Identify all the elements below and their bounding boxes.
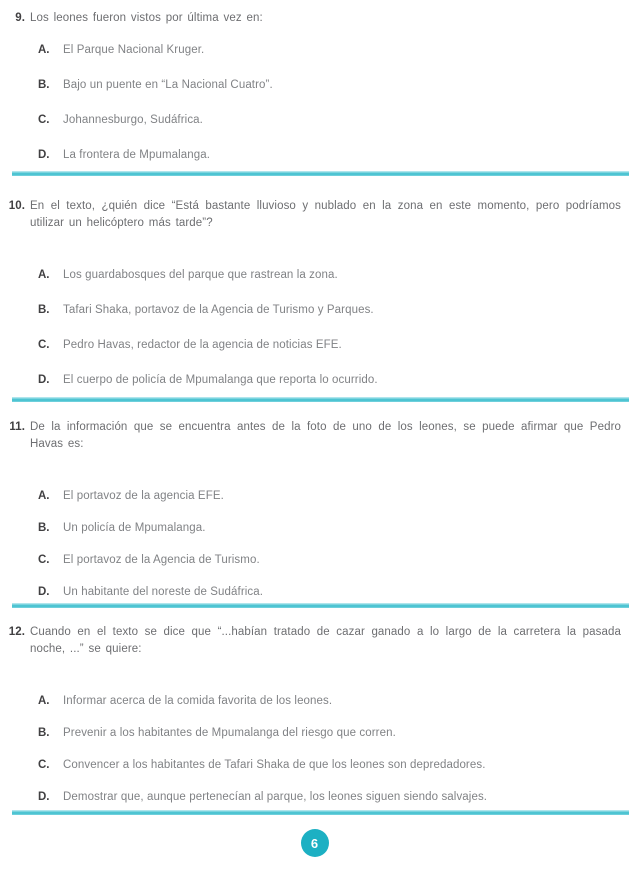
option-letter: D. [38, 374, 50, 386]
section-divider [12, 397, 629, 402]
option-row [38, 552, 629, 569]
option-row [38, 584, 629, 601]
option-text: Convencer a los habitantes de Tafari Shaka de que los leones son depredadores. [63, 759, 486, 771]
section-divider [12, 603, 629, 608]
option-text: Demostrar que, aunque pertenecían al parque, los leones siguen siendo salvajes. [63, 791, 488, 803]
option-letter: D. [38, 791, 50, 803]
option-row [38, 302, 629, 319]
question-row [0, 10, 629, 27]
option-row [38, 520, 629, 537]
option-row [38, 789, 629, 806]
option-letter: C. [38, 554, 50, 566]
option-text: El portavoz de la Agencia de Turismo. [63, 554, 260, 566]
question-block [0, 10, 629, 176]
question-number: 9. [15, 12, 25, 24]
question-number: 11. [9, 421, 25, 433]
option-row [38, 42, 629, 59]
option-row [38, 112, 629, 129]
option-text: Pedro Havas, redactor de la agencia de noticias EFE. [63, 339, 342, 351]
options-list [0, 267, 629, 389]
option-text: Tafari Shaka, portavoz de la Agencia de Turismo y Parques. [63, 304, 374, 316]
page-footer [0, 815, 629, 857]
option-text: Johannesburgo, Sudáfrica. [63, 114, 203, 126]
option-letter: A. [38, 490, 50, 502]
option-letter: B. [38, 522, 50, 534]
option-row [38, 757, 629, 774]
question-text: Cuando en el texto se dice que “...habían tratado de cazar ganado a lo largo de la carretera la pasada noche, ...” se quiere: [30, 626, 621, 655]
option-row [38, 725, 629, 742]
question-row [0, 624, 629, 658]
options-list [0, 42, 629, 164]
page-number-badge: 6 [301, 829, 329, 857]
option-letter: C. [38, 114, 50, 126]
option-text: El cuerpo de policía de Mpumalanga que reporta lo ocurrido. [63, 374, 378, 386]
option-text: Un policía de Mpumalanga. [63, 522, 206, 534]
option-letter: C. [38, 759, 50, 771]
option-row [38, 372, 629, 389]
option-text: Bajo un puente en “La Nacional Cuatro”. [63, 79, 273, 91]
question-row [0, 198, 629, 232]
section-divider [12, 171, 629, 176]
option-letter: C. [38, 339, 50, 351]
option-text: El Parque Nacional Kruger. [63, 44, 205, 56]
option-row [38, 488, 629, 505]
option-letter: A. [38, 695, 50, 707]
options-list [0, 488, 629, 601]
question-row [0, 419, 629, 453]
question-number: 12. [8, 626, 25, 638]
question-text: Los leones fueron vistos por última vez en: [30, 12, 263, 24]
question-block [0, 198, 629, 402]
question-block [0, 419, 629, 608]
option-text: Los guardabosques del parque que rastrean la zona. [63, 269, 338, 281]
option-letter: A. [38, 269, 50, 281]
quiz-page [0, 10, 629, 880]
option-row [38, 267, 629, 284]
option-letter: B. [38, 304, 50, 316]
question-text: De la información que se encuentra antes de la foto de uno de los leones, se puede afirmar que Pedro Havas es: [30, 421, 621, 450]
option-text: Prevenir a los habitantes de Mpumalanga del riesgo que corren. [63, 727, 396, 739]
option-row [38, 693, 629, 710]
question-block [0, 624, 629, 815]
option-letter: A. [38, 44, 50, 56]
option-letter: B. [38, 727, 50, 739]
option-letter: B. [38, 79, 50, 91]
option-text: Un habitante del noreste de Sudáfrica. [63, 586, 264, 598]
options-list [0, 693, 629, 806]
question-number: 10. [8, 200, 25, 212]
option-letter: D. [38, 149, 50, 161]
option-row [38, 337, 629, 354]
questions-list [0, 10, 629, 815]
option-text: El portavoz de la agencia EFE. [63, 490, 224, 502]
option-row [38, 77, 629, 94]
option-letter: D. [38, 586, 50, 598]
section-divider [12, 810, 629, 815]
option-text: La frontera de Mpumalanga. [63, 149, 211, 161]
question-text: En el texto, ¿quién dice “Está bastante lluvioso y nublado en la zona en este momento, pero podríamos utilizar un helicóptero más tarde”? [30, 200, 621, 229]
option-text: Informar acerca de la comida favorita de los leones. [63, 695, 333, 707]
option-row [38, 147, 629, 164]
